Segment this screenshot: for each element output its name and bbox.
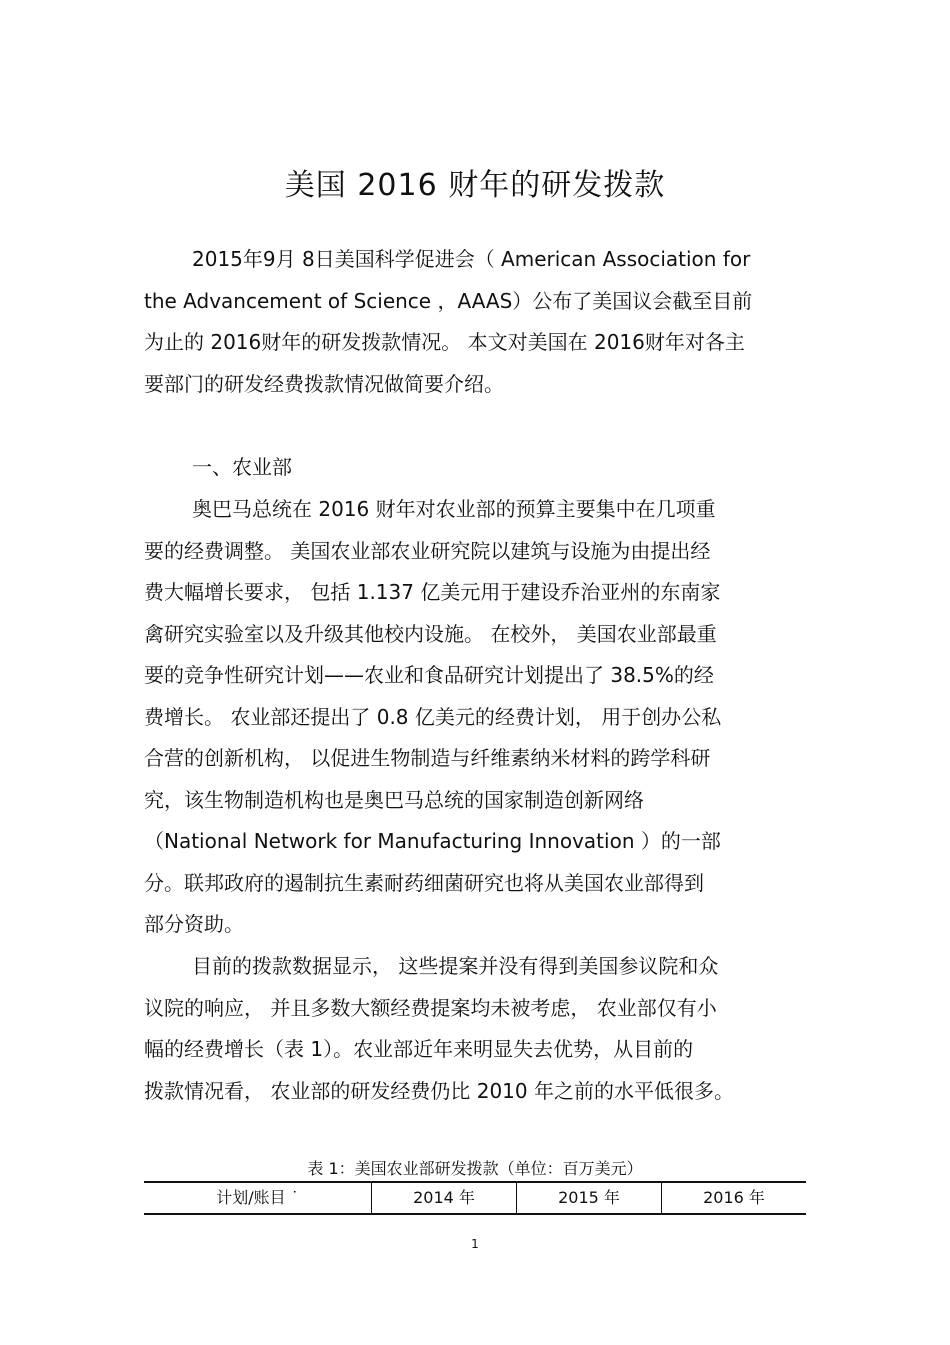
- table-header-row: [144, 1181, 806, 1215]
- paragraph-line: 究，该生物制造机构也是奥巴马总统的国家制造创新网络: [144, 787, 644, 812]
- intro-paragraph: [144, 239, 804, 405]
- table-header-cell: 2014 年: [371, 1183, 516, 1213]
- agriculture-paragraph-1: [144, 489, 804, 946]
- paragraph-line: 要的竞争性研究计划——农业和食品研究计划提出了 38.5%的经: [144, 663, 714, 687]
- intro-line: 为止的 2016财年的研发拨款情况。 本文对美国在 2016财年对各主: [144, 330, 745, 354]
- table-header-cell: 计划/账目 ˙: [216, 1188, 299, 1207]
- paragraph-line: 奥巴马总统在 2016 财年对农业部的预算主要集中在几项重: [192, 497, 716, 521]
- paragraph-line: 目前的拨款数据显示， 这些提案并没有得到美国参议院和众: [192, 954, 719, 978]
- intro-line: 要部门的研发经费拨款情况做简要介绍。: [144, 371, 504, 396]
- document-title: 美国 2016 财年的研发拨款: [284, 168, 666, 203]
- table-caption: 表 1：美国农业部研发拨款（单位：百万美元）: [307, 1159, 643, 1178]
- section-heading-agriculture: 一、农业部: [192, 455, 292, 479]
- paragraph-line: 拨款情况看， 农业部的研发经费仍比 2010 年之前的水平低很多。: [144, 1078, 734, 1103]
- paragraph-line: 禽研究实验室以及升级其他校内设施。 在校外， 美国农业部最重: [144, 621, 717, 646]
- paragraph-line: 要的经费调整。 美国农业部农业研究院以建筑与设施为由提出经: [144, 538, 711, 563]
- paragraph-line: 部分资助。: [144, 912, 244, 936]
- paragraph-line: 议院的响应， 并且多数大额经费提案均未被考虑， 农业部仅有小: [144, 995, 717, 1020]
- paragraph-line: 费大幅增长要求， 包括 1.137 亿美元用于建设乔治亚州的东南家: [144, 580, 721, 604]
- table-header-cell: 2015 年: [516, 1183, 661, 1213]
- agriculture-paragraph-2: [144, 946, 804, 1112]
- paragraph-line: （National Network for Manufacturing Innovation ）的一部: [144, 829, 721, 853]
- table-header-cell: 2016 年: [661, 1183, 806, 1213]
- paragraph-line: 合营的创新机构， 以促进生物制造与纤维素纳米材料的跨学科研: [144, 746, 711, 770]
- intro-line: 2015年9月 8日美国科学促进会（ American Association for: [192, 247, 751, 271]
- paragraph-line: 分。联邦政府的遏制抗生素耐药细菌研究也将从美国农业部得到: [144, 870, 704, 895]
- page-number: 1: [471, 1237, 479, 1251]
- intro-line: the Advancement of Science ，AAAS）公布了美国议会截至目前: [144, 288, 753, 313]
- paragraph-line: 费增长。 农业部还提出了 0.8 亿美元的经费计划， 用于创办公私: [144, 704, 722, 729]
- paragraph-line: 幅的经费增长（表 1）。农业部近年来明显失去优势，从目前的: [144, 1037, 694, 1061]
